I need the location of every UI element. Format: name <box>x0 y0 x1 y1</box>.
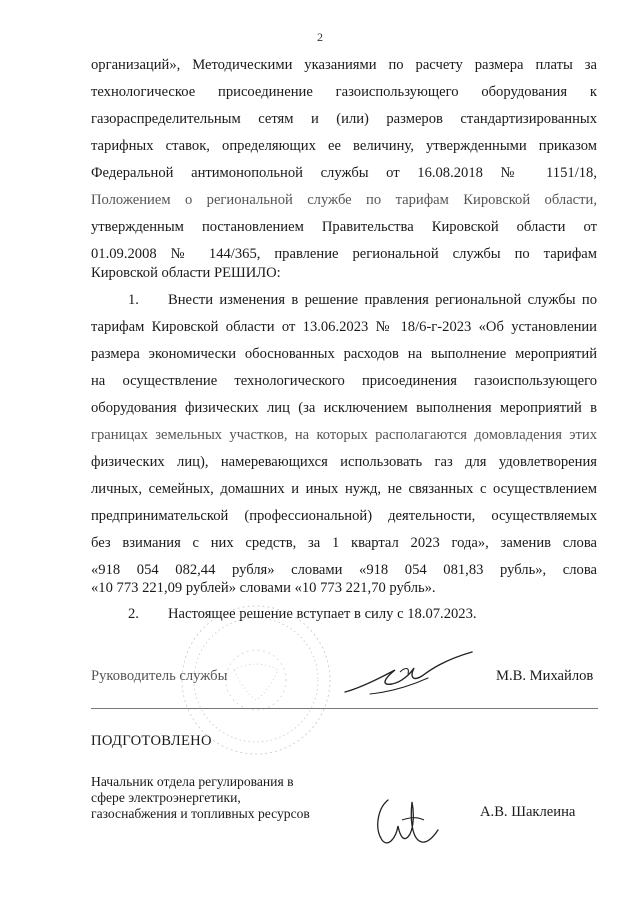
item-number: 2. <box>128 606 139 622</box>
title-line: Начальник отдела регулирования в <box>91 774 294 789</box>
text-line: тарифам Кировской области от 13.06.2023 № 18/6-г-2023 «Об установлении <box>91 319 597 335</box>
head-title: Руководитель службы <box>91 668 228 684</box>
text-line: Внести изменения в решение правления региональной службы по <box>168 292 597 308</box>
text-line: тарифных ставок, определяющих ее величину, утвержденными приказом <box>91 138 597 154</box>
text-line: утвержденным постановлением Правительства Кировской области от <box>91 219 597 235</box>
text-line: «10 773 221,09 рублей» словами «10 773 221,70 рубль». <box>91 580 436 596</box>
head-signature <box>340 648 480 703</box>
text-line: оборудования физических лиц (за исключением выполнения мероприятий в <box>91 400 597 416</box>
head-name: М.В. Михайлов <box>496 668 594 684</box>
text-line: Кировской области РЕШИЛО: <box>91 265 281 281</box>
item-number: 1. <box>128 292 139 308</box>
text-line: газораспределительным сетям и (или) размеров стандартизированных <box>91 111 597 127</box>
text-line: Федеральной антимонопольной службы от 16.08.2018 № 1151/18, <box>91 165 597 181</box>
page-number: 2 <box>317 30 323 44</box>
preparer-name: А.В. Шаклеина <box>480 804 576 820</box>
text-line: границах земельных участков, на которых располагаются домовладения этих <box>91 427 597 443</box>
text-line: технологическое присоединение газоиспользующего оборудования к <box>91 84 597 100</box>
text-line: размера экономически обоснованных расходов на выполнение мероприятий <box>91 346 597 362</box>
title-line: газоснабжения и топливных ресурсов <box>91 806 310 821</box>
divider-line <box>91 708 598 709</box>
title-line: сфере электроэнергетики, <box>91 790 241 805</box>
text-line: Положением о региональной службе по тарифам Кировской области, <box>91 192 597 208</box>
text-line: организаций», Методическими указаниями по расчету размера платы за <box>91 57 597 73</box>
text-line: личных, семейных, домашних и иных нужд, не связанных с осуществлением <box>91 481 597 497</box>
text-line: на осуществление технологического присоединения газоиспользующего <box>91 373 597 389</box>
text-line: без взимания с них средств, за 1 квартал 2023 года», заменив слова <box>91 535 597 551</box>
preparer-signature <box>368 790 443 860</box>
text-line: 01.09.2008 № 144/365, правление региональной службы по тарифам <box>91 246 597 262</box>
text-line: «918 054 082,44 рубля» словами «918 054 081,83 рубль», слова <box>91 562 597 578</box>
prepared-label: ПОДГОТОВЛЕНО <box>91 733 212 749</box>
text-line: Настоящее решение вступает в силу с 18.07.2023. <box>168 606 477 622</box>
text-line: физических лиц), намеревающихся использовать газ для удовлетворения <box>91 454 597 470</box>
text-line: предпринимательской (профессиональной) деятельности, осуществляемых <box>91 508 597 524</box>
